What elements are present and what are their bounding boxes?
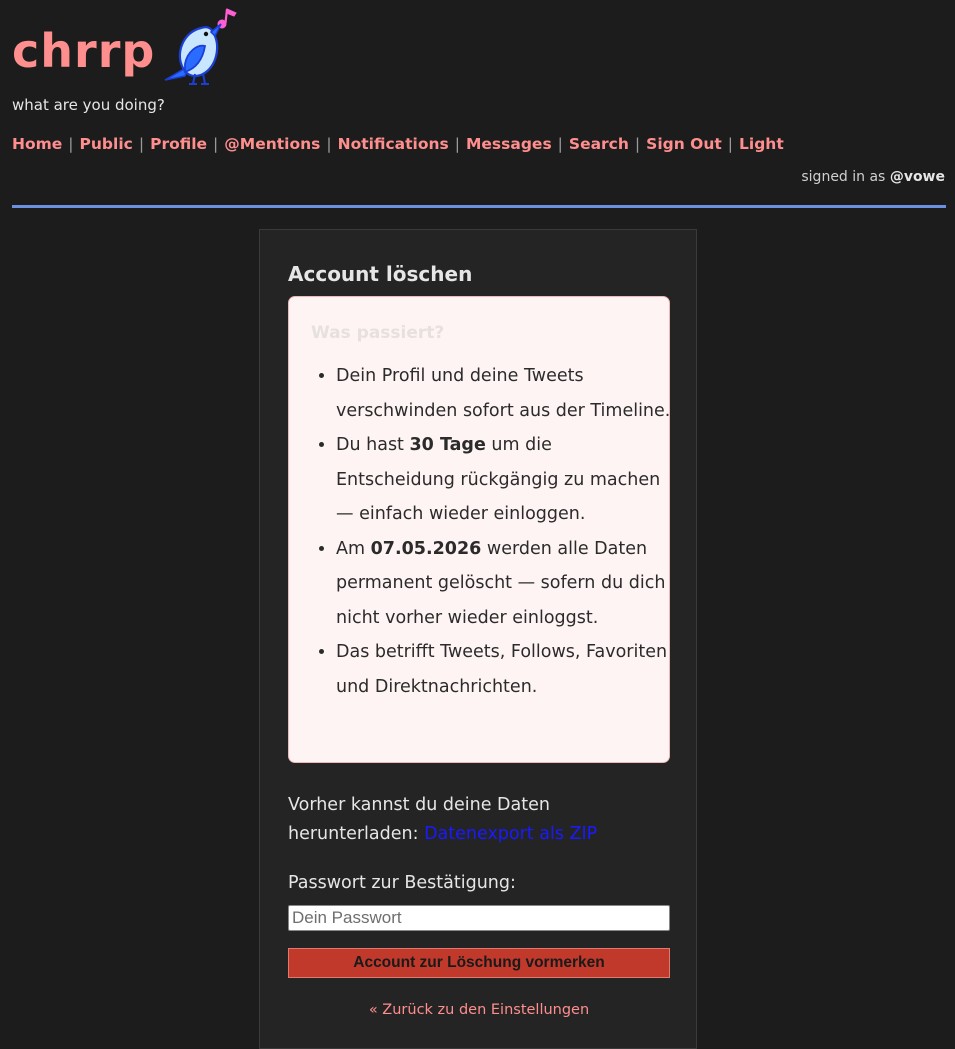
- logo[interactable]: [12, 6, 245, 90]
- header-divider: [12, 205, 946, 208]
- export-text: Vorher kannst du deine Daten herunterladen:: [288, 795, 550, 844]
- nav-separator: |: [557, 135, 563, 153]
- nav-separator: |: [454, 135, 460, 153]
- nav-separator: |: [68, 135, 74, 153]
- site-header: [12, 6, 245, 90]
- tagline: what are you doing?: [12, 96, 165, 114]
- list-item: [336, 635, 671, 704]
- nav-separator: |: [634, 135, 641, 153]
- bird-icon: [155, 6, 245, 90]
- page-title: Account löschen: [288, 262, 473, 286]
- nav-public[interactable]: Public: [79, 135, 133, 153]
- nav-sign-out[interactable]: Sign Out: [646, 135, 722, 153]
- nav-home[interactable]: Home: [12, 135, 63, 153]
- warning-heading: Was passiert?: [311, 323, 445, 343]
- list-item-text: Dein Profil und deine Tweets verschwinden sofort aus der Timeline.: [336, 366, 671, 421]
- list-item-emphasis: 07.05.2026: [370, 538, 482, 559]
- signed-in-username[interactable]: @vowe: [889, 169, 945, 185]
- nav-messages[interactable]: Messages: [465, 135, 552, 153]
- nav-separator: |: [138, 135, 145, 153]
- list-item-text: um die Entscheidung rückgängig zu machen — einfach wieder einloggen.: [336, 435, 661, 524]
- password-input[interactable]: [288, 905, 670, 931]
- back-to-settings-link[interactable]: « Zurück zu den Einstellungen: [368, 1002, 590, 1018]
- signed-in-status: [801, 169, 945, 185]
- export-note: [288, 791, 668, 849]
- signed-in-prefix: signed in as: [801, 169, 886, 185]
- list-item-text: Du hast: [336, 435, 410, 455]
- warning-box: [288, 296, 670, 763]
- list-item: [336, 359, 671, 428]
- main-nav: [12, 135, 784, 153]
- delete-account-panel: [259, 229, 697, 1049]
- nav-separator: |: [727, 135, 734, 153]
- logo-text: chrrp: [12, 24, 156, 78]
- nav-separator: |: [326, 135, 332, 153]
- list-item-emphasis: 30 Tage: [409, 435, 486, 455]
- password-label: Passwort zur Bestätigung:: [288, 873, 516, 893]
- schedule-deletion-button[interactable]: Account zur Löschung vormerken: [288, 948, 670, 978]
- warning-list: [289, 359, 671, 704]
- list-item: [336, 532, 671, 636]
- nav-search[interactable]: Search: [568, 135, 629, 153]
- list-item-text: Am: [336, 538, 371, 559]
- list-item-text: werden alle Daten permanent gelöscht — sofern du dich nicht vorher wieder einloggst.: [336, 538, 666, 628]
- list-item: [336, 428, 671, 532]
- nav-notifications[interactable]: Notifications: [337, 135, 449, 153]
- nav-mentions[interactable]: @Mentions: [224, 135, 321, 153]
- nav-profile[interactable]: Profile: [150, 135, 208, 153]
- nav-light-theme[interactable]: Light: [739, 135, 784, 153]
- list-item-text: Das betrifft Tweets, Follows, Favoriten und Direktnachrichten.: [336, 642, 668, 697]
- nav-separator: |: [213, 135, 219, 153]
- export-zip-link[interactable]: Datenexport als ZIP: [424, 824, 598, 844]
